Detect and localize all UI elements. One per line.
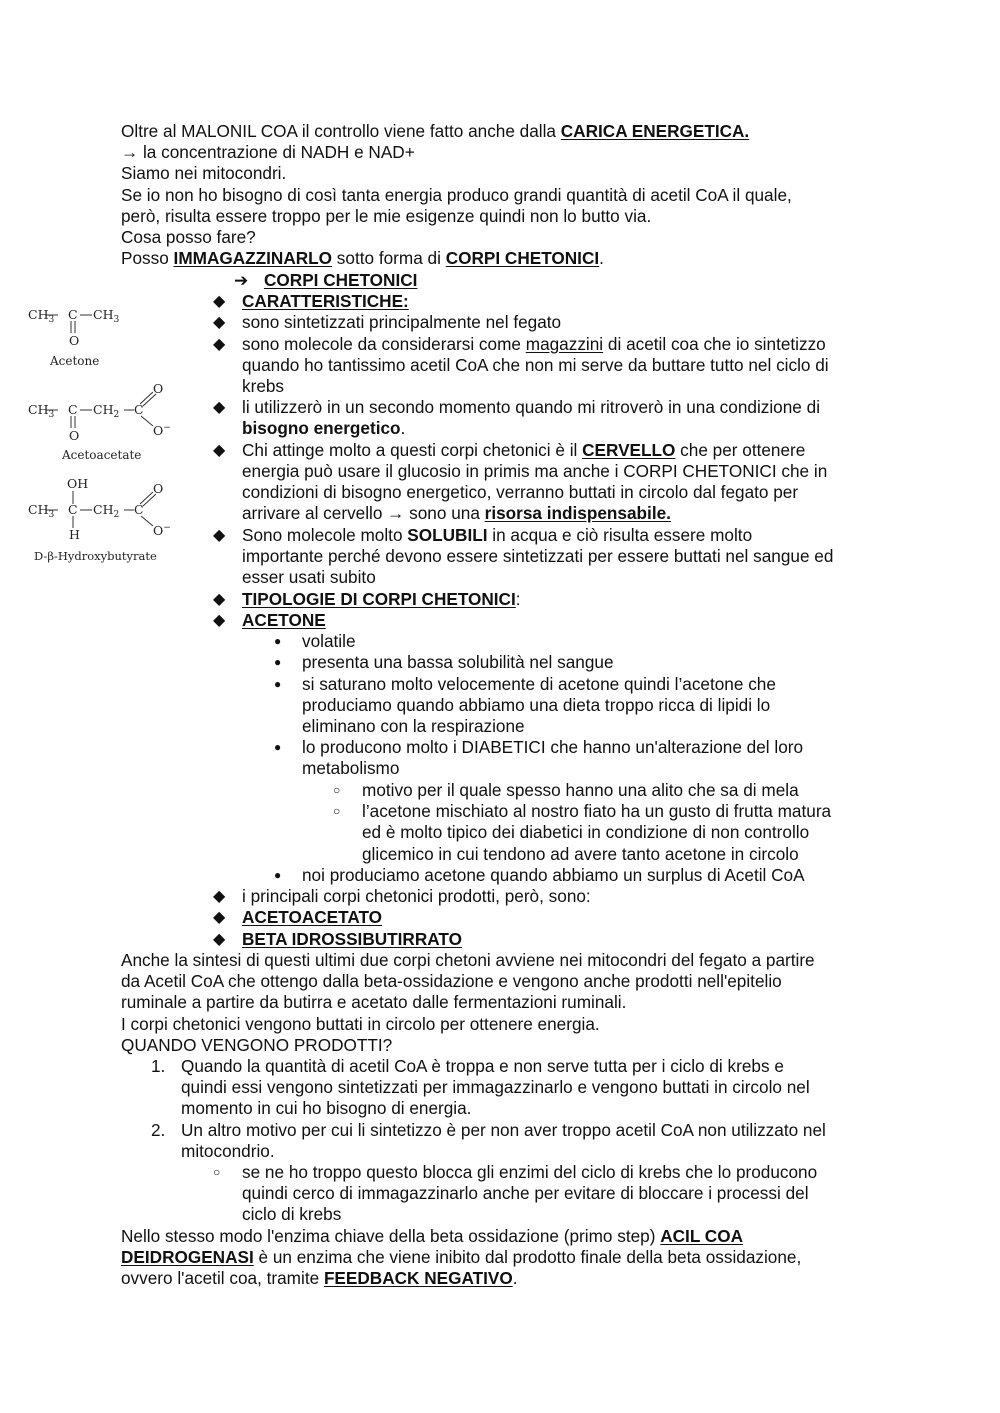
diamond-bullet-icon: ◆ [213,612,226,629]
bullet-text: sono sintetizzati principalmente nel fegato [242,312,562,332]
intro-line-3: Siamo nei mitocondri. [121,163,287,183]
text: in acqua e ciò risulta essere molto [487,525,753,545]
chem-ch3-left: $CH_3$ [28,307,55,325]
bullet-text-cont: importante perché devono essere sintetizzati per essere buttati nel sangue ed [242,546,834,566]
intro-line-6: Cosa posso fare? [121,227,256,247]
bullet-text-cont: quando ho tantissimo acetil CoA che non mi serve da buttare tutto nel ciclo di [242,355,829,375]
diamond-bullet-icon: ◆ [213,909,226,926]
dot-bullet-icon: ● [274,740,282,754]
highlight-cervello: CERVELLO [582,440,676,460]
sub-bullet-text: si saturano molto velocemente di acetone quindi l’acetone che [302,674,776,694]
intro-line-1 [121,121,749,142]
chem-c: C [68,307,78,322]
chem-ch2: $CH_2$ [93,502,120,520]
numbered-item-text: Un altro motivo per cui li sintetizzo è per non aver troppo acetil CoA non utilizzato nel [181,1120,826,1140]
acetoacetate-label: Acetoacetate [62,448,142,462]
bullet-text-cont: energia può usare il glucosio in primis ma anche i CORPI CHETONICI che in [242,461,828,481]
sub-bullet-text-cont: produciamo quando abbiamo una dieta troppo ricca di lipidi lo [302,695,771,715]
list-number: 2. [151,1120,166,1140]
final-line-1 [121,1226,743,1247]
sub-bullet-text: noi produciamo acetone quando abbiamo un surplus di Acetil CoA [302,865,805,885]
sub-bullet-text: se ne ho troppo questo blocca gli enzimi del ciclo di krebs che lo producono [242,1162,818,1182]
chem-ch2: $CH_2$ [93,402,120,420]
intro-line-2: → la concentrazione di NADH e NAD+ [121,142,415,162]
text: Sono molecole molto [242,525,408,545]
acetone-label: Acetone [50,354,100,368]
heading-corpi-chetonici: CORPI CHETONICI [264,270,418,290]
bullet-text-cont: condizioni di bisogno energetico, verranno buttati in circolo dal fegato per [242,482,799,502]
highlight-corpi-chetonici: CORPI CHETONICI [445,248,600,268]
sub-bullet-text-cont: quindi cerco di immagazzinarlo anche per evitare di bloccare i processi del [242,1183,809,1203]
chemical-structures-figure [20,296,200,576]
sub-bullet-text: lo producono molto i DIABETICI che hanno un'alterazione del loro [302,737,804,757]
numbered-item-text: Quando la quantità di acetil CoA è troppa e non serve tutta per i ciclo di krebs e [181,1056,784,1076]
intro-line-5: però, risulta essere troppo per le mie esigenze quindi non lo butto via. [121,206,652,226]
dot-bullet-icon: ● [274,868,282,882]
diamond-bullet-icon: ◆ [213,336,226,353]
chem-oh: OH [67,476,89,491]
circle-bullet-icon: ○ [333,783,341,797]
bullet-beta-idrossibutirrato: BETA IDROSSIBUTIRRATO [242,929,462,949]
final-line-3 [121,1268,517,1289]
final-line-2 [121,1247,801,1268]
text: sotto forma di [332,248,446,268]
diamond-bullet-icon: ◆ [213,888,226,905]
diamond-bullet-icon: ◆ [213,931,226,948]
sub-sub-bullet-text-cont: ed è molto tipico dei diabetici in condizione di non controllo [362,822,810,842]
hydroxybutyrate-label: D-β-Hydroxybutyrate [34,549,157,563]
bullet-text-cont: krebs [242,376,285,396]
sub-bullet-text: presenta una bassa solubilità nel sangue [302,652,614,672]
dot-bullet-icon: ● [274,634,282,648]
diamond-bullet-icon: ◆ [213,314,226,331]
bullet-text-cont [242,503,671,524]
text: Chi attinge molto a questi corpi chetonici è il [242,440,583,460]
highlight-risorsa: risorsa indispensabile. [484,503,671,523]
chem-o-minus: O− [153,523,171,538]
paragraph-line: I corpi chetonici vengono buttati in circolo per ottenere energia. [121,1014,600,1034]
highlight-carica-energetica: CARICA ENERGETICA. [560,121,750,141]
bold-solubili: SOLUBILI [407,525,488,545]
chem-h: H [69,527,80,542]
chem-c: C [68,502,78,517]
sub-bullet-text: volatile [302,631,356,651]
chem-ch3: $CH_3$ [28,502,55,520]
paragraph-line: Anche la sintesi di questi ultimi due corpi chetoni avviene nei mitocondri del fegato a partire [121,950,815,970]
bullet-text-cont: esser usati subito [242,567,376,587]
text: Nello stesso modo l'enzima chiave della beta ossidazione (primo step) [121,1226,661,1246]
diamond-bullet-icon: ◆ [213,527,226,544]
bullet-text [242,334,826,355]
paragraph-line: da Acetil CoA che ottengo dalla beta-ossidazione e vengono anche prodotti nell'epitelio [121,971,782,991]
bullet-tipologie [242,589,521,610]
bullet-text [242,440,805,461]
text: . [400,418,406,438]
chem-o: O [153,481,164,496]
circle-bullet-icon: ○ [333,804,341,818]
bullet-caratteristiche: CARATTERISTICHE: [242,291,409,311]
underlined-magazzini: magazzini [525,334,604,354]
bullet-acetoacetato: ACETOACETATO [242,907,383,927]
numbered-item-text-cont: mitocondrio. [181,1141,275,1161]
dot-bullet-icon: ● [274,655,282,669]
text: . [512,1268,518,1288]
bold-bisogno-energetico: bisogno energetico [242,418,401,438]
text: arrivare al cervello → sono una [242,503,485,523]
chem-o: O [69,428,80,443]
text: che per ottenere [675,440,806,460]
sub-sub-bullet-text-cont: glicemico in cui tendono ad avere tanto acetone in circolo [362,844,799,864]
chem-ch3-right: $CH_3$ [93,307,120,325]
highlight-feedback-negativo: FEEDBACK NEGATIVO [323,1268,513,1288]
chem-c: C [134,402,144,417]
list-number: 1. [151,1056,166,1076]
diamond-bullet-icon: ◆ [213,293,226,310]
chem-c: C [68,402,78,417]
intro-line-4: Se io non ho bisogno di così tanta energia produco grandi quantità di acetil CoA il quale, [121,185,792,205]
paragraph-line: ruminale a partire da butirra e acetato dalle fermentazioni ruminali. [121,992,627,1012]
highlight-tipologie: TIPOLOGIE DI CORPI CHETONICI [242,589,516,609]
diamond-bullet-icon: ◆ [213,399,226,416]
diamond-bullet-icon: ◆ [213,442,226,459]
highlight-acil-coa: ACIL COA [660,1226,743,1246]
sub-bullet-text-cont: ciclo di krebs [242,1204,342,1224]
sub-bullet-text-cont: eliminano con la respirazione [302,716,525,736]
paragraph-line: QUANDO VENGONO PRODOTTI? [121,1035,393,1055]
highlight-immagazzinarlo: IMMAGAZZINARLO [173,248,333,268]
dot-bullet-icon: ● [274,677,282,691]
bullet-text: i principali corpi chetonici prodotti, però, sono: [242,886,591,906]
numbered-item-text-cont: momento in cui ho bisogno di energia. [181,1098,472,1118]
chem-c: C [134,502,144,517]
text: . [599,248,604,268]
numbered-item-text-cont: quindi essi vengono sintetizzati per immagazzinarlo e vengono buttati in circolo nel [181,1077,810,1097]
bullet-text-cont [242,418,405,439]
sub-sub-bullet-text: l’acetone mischiato al nostro fiato ha un gusto di frutta matura [362,801,832,821]
sub-sub-bullet-text: motivo per il quale spesso hanno una alito che sa di mela [362,780,799,800]
intro-text: Oltre al MALONIL COA il controllo viene fatto anche dalla [121,121,561,141]
diamond-bullet-icon: ◆ [213,591,226,608]
bullet-text [242,525,752,546]
bullet-acetone: ACETONE [242,610,326,630]
text: sono molecole da considerarsi come [242,334,526,354]
chem-o-minus: O− [153,423,171,438]
chem-o: O [153,381,164,396]
text: Posso [121,248,174,268]
circle-bullet-icon: ○ [213,1165,221,1179]
text: di acetil coa che io sintetizzo [603,334,826,354]
arrow-icon: ➔ [234,270,249,290]
text: : [515,589,521,609]
bullet-text: li utilizzerò in un secondo momento quando mi ritroverò in una condizione di [242,397,821,417]
chem-ch3: $CH_3$ [28,402,55,420]
highlight-deidrogenasi: DEIDROGENASI [121,1247,254,1267]
chem-o: O [69,333,80,348]
text: è un enzima che viene inibito dal prodotto finale della beta ossidazione, [253,1247,802,1267]
text: ovvero l'acetil coa, tramite [121,1268,324,1288]
intro-line-7 [121,248,604,269]
sub-bullet-text-cont: metabolismo [302,758,400,778]
